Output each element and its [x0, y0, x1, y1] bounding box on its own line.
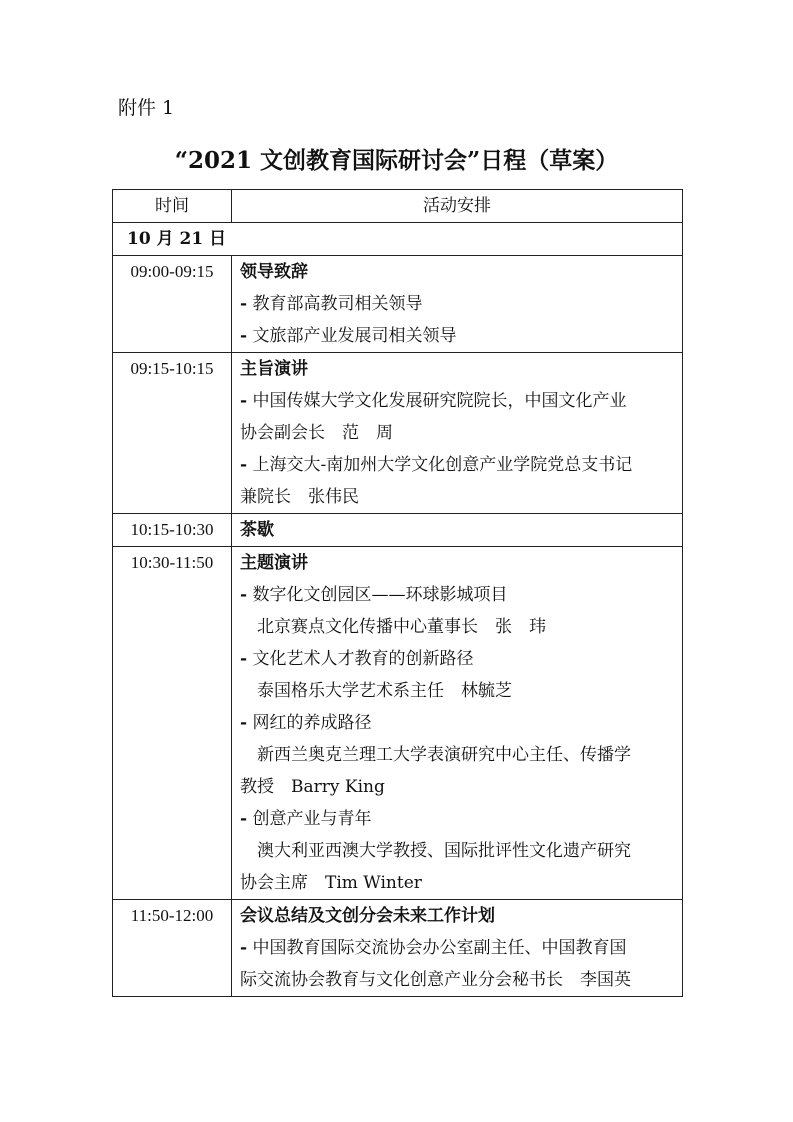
bullet-dash: -	[240, 294, 248, 314]
table-row	[113, 514, 683, 547]
table-row	[113, 256, 683, 353]
document-title: “2021 文创教育国际研讨会”日程（草案）	[174, 147, 619, 174]
detail-text: 教育部高教司相关领导	[247, 294, 423, 314]
detail-text: 数字化文创园区——环球影城项目	[247, 585, 508, 605]
session-detail-line	[240, 320, 676, 352]
session-title: 主题演讲	[240, 553, 308, 573]
session-activity	[232, 353, 683, 514]
table-row	[113, 547, 683, 900]
detail-text: 文化艺术人才教育的创新路径	[247, 649, 474, 669]
date-row	[113, 223, 683, 256]
session-title: 领导致辞	[240, 262, 308, 282]
session-activity	[232, 256, 683, 353]
session-time: 09:15-10:15	[113, 353, 232, 514]
session-detail-line	[240, 417, 676, 449]
session-detail-line	[240, 964, 676, 996]
bullet-dash: -	[240, 585, 248, 605]
session-title: 会议总结及文创分会未来工作计划	[240, 906, 495, 926]
detail-text: 上海交大-南加州大学文化创意产业学院党总支书记	[247, 455, 633, 475]
detail-text: 中国传媒大学文化发展研究院院长，中国文化产业	[247, 391, 627, 411]
detail-text: 中国教育国际交流协会办公室副主任、中国教育国	[247, 938, 627, 958]
detail-text: 协会副会长 范 周	[240, 423, 393, 443]
session-detail-line	[240, 611, 676, 643]
detail-text: 兼院长 张伟民	[240, 487, 359, 507]
detail-text: 创意产业与青年	[247, 809, 372, 829]
schedule-date: 10 月 21 日	[113, 223, 683, 256]
detail-text: 文旅部产业发展司相关领导	[247, 326, 457, 346]
detail-text: 网红的养成路径	[247, 713, 372, 733]
bullet-dash: -	[240, 938, 248, 958]
session-time: 10:30-11:50	[113, 547, 232, 900]
session-detail-line	[240, 449, 676, 481]
session-activity	[232, 514, 683, 547]
session-detail-line	[240, 707, 676, 739]
session-detail-line	[240, 643, 676, 675]
table-header-row	[113, 190, 683, 223]
bullet-dash: -	[240, 649, 248, 669]
session-detail-line	[240, 867, 676, 899]
session-detail-line	[240, 771, 676, 803]
session-title: 主旨演讲	[240, 359, 308, 379]
table-row	[113, 900, 683, 997]
session-detail-line	[240, 579, 676, 611]
session-activity	[232, 547, 683, 900]
bullet-dash: -	[240, 455, 248, 475]
session-time: 11:50-12:00	[113, 900, 232, 997]
detail-text: 北京赛点文化传播中心董事长 张 玮	[240, 617, 546, 637]
session-detail-line	[240, 385, 676, 417]
schedule-table	[112, 189, 683, 997]
header-time: 时间	[113, 190, 232, 223]
detail-text: 教授 Barry King	[240, 777, 385, 797]
bullet-dash: -	[240, 391, 248, 411]
detail-text: 际交流协会教育与文化创意产业分会秘书长 李国英	[240, 970, 631, 990]
session-detail-line	[240, 288, 676, 320]
header-activity: 活动安排	[232, 190, 683, 223]
detail-text: 澳大利亚西澳大学教授、国际批评性文化遗产研究	[240, 841, 631, 861]
detail-text: 泰国格乐大学艺术系主任 林毓芝	[240, 681, 512, 701]
session-activity	[232, 900, 683, 997]
bullet-dash: -	[240, 326, 248, 346]
bullet-dash: -	[240, 713, 248, 733]
table-row	[113, 353, 683, 514]
session-title: 茶歇	[240, 520, 274, 540]
session-time: 09:00-09:15	[113, 256, 232, 353]
session-detail-line	[240, 835, 676, 867]
detail-text: 协会主席 Tim Winter	[240, 873, 422, 893]
detail-text: 新西兰奥克兰理工大学表演研究中心主任、传播学	[240, 745, 631, 765]
session-detail-line	[240, 932, 676, 964]
session-detail-line	[240, 739, 676, 771]
attachment-label: 附件 1	[118, 97, 175, 119]
bullet-dash: -	[240, 809, 248, 829]
session-time: 10:15-10:30	[113, 514, 232, 547]
session-detail-line	[240, 803, 676, 835]
session-detail-line	[240, 675, 676, 707]
session-detail-line	[240, 481, 676, 513]
